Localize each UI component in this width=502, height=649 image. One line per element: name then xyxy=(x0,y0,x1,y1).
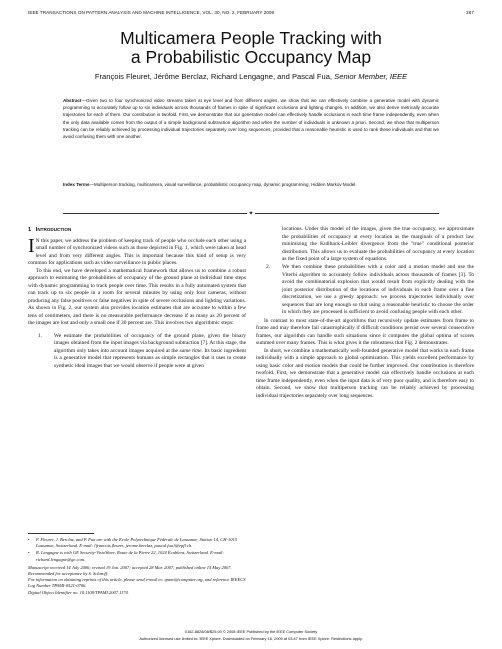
paragraph-intro-text: N this paper, we address the problem of keeping track of people who occlude each other using a small number of synchronized videos such as those depicted in Fig. 1, which were taken at head level and from very different angles. This is important because this kind of setup is very common for applications such as video surveillance in public places. xyxy=(28,237,246,266)
drop-cap: I xyxy=(28,234,35,257)
bullet-icon: • xyxy=(28,537,30,542)
list-item xyxy=(256,226,474,264)
section-number: 1 xyxy=(28,227,32,233)
page-number: 267 xyxy=(466,10,474,15)
step-number: 1. xyxy=(38,332,43,339)
copyright-line: 0162-8828/08/$25.00 © 2008 IEEE Published by the IEEE Computer Society xyxy=(184,629,318,634)
list-item xyxy=(28,333,246,371)
paragraph-contrast: In contrast to most state-of-the-art algorithms that recursively update estimates from frame to frame and may therefore fail catastrophically if difficult conditions persist over several consecutive frames, our algorithm can handle such situations since it computes the global optima of scores summed over many frames. This is what gives it the robustness that Fig. 2 demonstrates. xyxy=(256,317,474,346)
step-list xyxy=(28,333,246,371)
title-line-2: a Probabilistic Occupancy Map xyxy=(130,47,372,67)
footnote-rule xyxy=(28,533,94,534)
section-heading xyxy=(28,226,246,235)
step-text-cont: . Its basic ingredient is a generative model that represents humans as simple rectangles that it uses to create synthetic ideal images that we would observe if people were at given xyxy=(54,347,246,369)
section-title-first: I xyxy=(35,227,38,233)
paragraph-summary: In short, we combine a mathematically well-founded generative model that works in each frame individually with a simple approach to global optimization. This yields excellent performance by using basic color and motion models that could be further improved. Our contribution is therefore twofold. First, we demonstrate that a generative model can effectively handle occlusions at each time frame independently, even when the input data is of very poor quality, and is therefore easy to obtain. Second, we show that multiperson tracking can be reliably achieved by processing individual trajectories separately over long sequences. xyxy=(256,347,474,399)
title-line-1: Multicamera People Tracking with xyxy=(120,28,382,48)
footnote-text: F. Fleuret, J. Berclaz, and P. Fua are with the Ecole Polytechnique Fédérale de Lausanne, Station 14, CH-1015 Lausanne, Switzerland. E-mail: {francois.fleuret, jerome.berclaz, pascal.fua}@epfl.ch. xyxy=(36,537,238,549)
doi-note: Digital Object Identifier no. 10.1109/TPAMI.2007.1174. xyxy=(28,589,129,595)
abstract-text: —Given two to four synchronized video streams taken at eye level and from different angles, we show that we can effectively combine a generative model with dynamic programming to accurately follow up to six individuals across thousands of frames in spite of significant occlusions and lighting changes. In addition, we also derive metrically accurate trajectories for each of them. Our contribution is twofold. First, we demonstrate that our generative model can effectively handle occlusions in each time frame independently, even when the only data available comes from the output of a simple background subtraction algorithm and when the number of individuals is unknown a priori. Second, we show that multiperson tracking can be reliably achieved by processing individual trajectories separately over long sequences, provided that a reasonable heuristic is used to rank these individuals and that we avoid confusing them with one another. xyxy=(63,98,439,140)
author-names: François Fleuret, Jérôme Berclaz, Richard Lengagne, and Pascal Fua, xyxy=(94,72,335,81)
bullet-icon: • xyxy=(28,550,30,556)
left-column xyxy=(28,226,246,370)
footnotes xyxy=(28,537,246,596)
journal-header: IEEE TRANSACTIONS ON PATTERN ANALYSIS AND MACHINE INTELLIGENCE, VOL. 30, NO. 2, FEBRUARY 2008 xyxy=(28,10,275,15)
divider-left xyxy=(63,213,247,214)
reprint-note: For information on obtaining reprints of this article, please send e-mail to: tpami@computer.org, and reference IEEECS Log Number TPAMI-0521-0706. xyxy=(28,577,246,589)
footnote-affiliation xyxy=(28,537,246,549)
step-list xyxy=(256,226,474,317)
manuscript-note: Manuscript received 14 July 2006; revised 19 Jan. 2007; accepted 28 Mar. 2007; published online 15 May 2007. xyxy=(28,564,232,570)
section-title-rest: NTRODUCTION xyxy=(37,227,72,232)
step-emphasis: same time xyxy=(179,347,202,354)
step-text: We estimate the probabilities of occupancy of the ground plane, given the binary images obtained from the input images via background subtraction [7]. At this stage, the algorithm only takes into account images acquired at the xyxy=(54,332,246,354)
step-text: We then combine these probabilities with a color and a motion model and use the Viterbi algorithm to accurately follow individuals across thousands of frames [3]. To avoid the combinatorial explosion that would result from explicitly dealing with the joint posterior distribution of the locations of individuals in each frame over a fine discretization, we use a greedy approach: we process trajectories individually over sequences that are long enough so that using a reasonable heuristic to choose the order in which they are processed is sufficient to avoid confusing people with each other. xyxy=(282,264,474,315)
paragraph-framework: To this end, we have developed a mathematical framework that allows us to combine a robust approach to estimating the probabilities of occupancy of the ground plane at individual time steps with dynamic programming to track people over time. This results in a fully automated system that can track up to six people in a room for several minutes by using only four cameras, without producing any false positives or false negatives in spite of severe occlusions and lighting variations. As shown in Fig. 2, our system also provides location estimates that are accurate to within a few tens of centimeters, and there is no measurable performance decrease if as many as 20 percent of the images are lost and only a small one if 30 percent are. This involves two algorithmic steps: xyxy=(28,267,246,326)
divider-diamond-icon: ✦ xyxy=(248,209,254,217)
right-column xyxy=(256,226,474,400)
download-notice: Authorized licensed use limited to: IEEE Xplore. Downloaded on February 16, 2009 at 03:47 from IEEE Xplore. Restrictions apply. xyxy=(139,636,363,641)
step-text: locations. Under this model of the images, given the true occupancy, we approximate the probabilities of occupancy at every location as the marginals of a product law minimizing the Kullback-Leibler divergence from the "true" conditional posterior distribution. This allows us to evaluate the probabilities of occupancy at every location as the fixed point of a large system of equations. xyxy=(282,226,474,262)
index-terms-text: —Multiperson tracking, multicamera, visual surveillance, probabilistic occupancy map, dynamic programming, Hidden Markov Model. xyxy=(89,182,357,187)
author-role: Senior Member, IEEE xyxy=(334,72,408,81)
list-item xyxy=(256,264,474,317)
index-terms-label: Index Terms xyxy=(63,182,90,187)
index-terms xyxy=(63,181,439,188)
paper-title xyxy=(28,29,474,67)
step-number: 2. xyxy=(266,264,271,270)
recommended-note: Recommended for acceptance by S. Sclaroff. xyxy=(28,571,109,577)
abstract xyxy=(63,97,439,140)
abstract-label: Abstract xyxy=(63,98,82,103)
author-list xyxy=(28,72,474,81)
paragraph-intro xyxy=(28,234,246,268)
footnote-text: R. Lengagne is with GE Security-VisioWave, Route de la Pierre 22, 1024 Ecublens, Switzerland. E-mail: richard.lengagne@ge.com. xyxy=(36,550,224,562)
running-head xyxy=(28,10,474,15)
footnote-affiliation xyxy=(28,550,246,562)
divider-right xyxy=(255,213,439,214)
